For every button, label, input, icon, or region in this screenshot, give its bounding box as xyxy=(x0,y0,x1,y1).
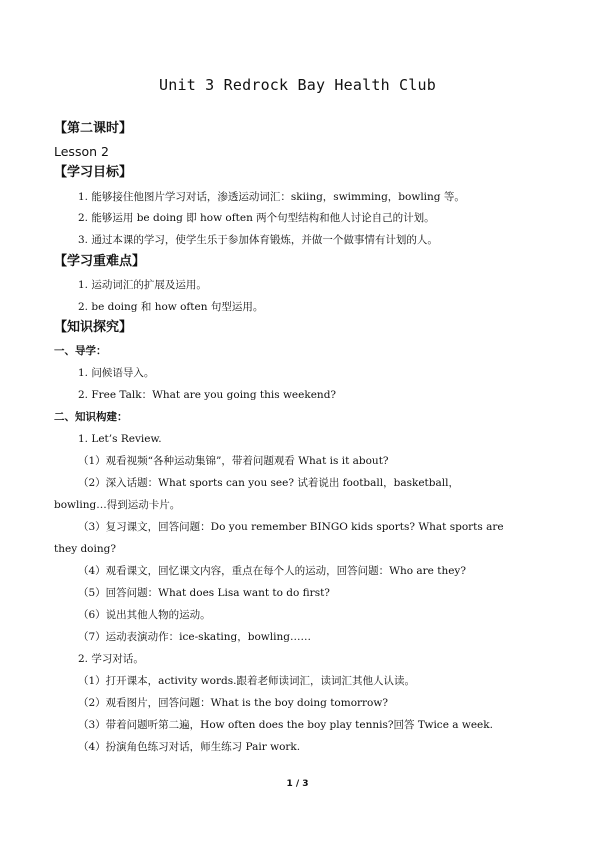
review-step-2-cont: bowling…得到运动卡片。 xyxy=(54,499,181,511)
dialogue-step-2: （2）观看图片，回答问题：What is the boy doing tomorrow? xyxy=(78,697,389,709)
part1-item-2: 2. Free Talk：What are you going this weekend? xyxy=(78,389,337,401)
review-step-5: （5）回答问题：What does Lisa want to do first? xyxy=(78,587,330,599)
review-step-1: （1）观看视频“各种运动集锦”，带着问题观看 What is it about? xyxy=(78,455,389,467)
review-step-4: （4）观看课文，回忆课文内容，重点在每个人的运动，回答问题：Who are they? xyxy=(78,565,466,577)
page-number: 1 / 3 xyxy=(286,779,309,789)
review-step-7: （7）运动表演动作：ice-skating，bowling…… xyxy=(78,631,311,643)
dialogue-step-1: （1）打开课本，activity words.跟着老师读词汇，读词汇其他人认读。 xyxy=(78,675,415,687)
document-title: Unit 3 Redrock Bay Health Club xyxy=(159,76,436,94)
part1-item-1: 1. 问候语导入。 xyxy=(78,367,155,379)
dialogue-label: 2. 学习对话。 xyxy=(78,653,144,665)
review-step-3-cont: they doing? xyxy=(54,543,116,555)
review-label: 1. Let’s Review. xyxy=(78,433,162,445)
review-step-2: （2）深入话题：What sports can you see? 试着说出 football，basketball， xyxy=(78,477,459,489)
goals-heading: 【学习目标】 xyxy=(54,165,133,180)
review-step-3: （3）复习课文，回答问题：Do you remember BINGO kids sports? What sports are xyxy=(78,521,504,533)
goal-item-3: 3. 通过本课的学习，使学生乐于参加体育锻炼，并做一个做事情有计划的人。 xyxy=(78,234,438,246)
explore-heading: 【知识探究】 xyxy=(54,320,133,335)
lesson-label: Lesson 2 xyxy=(54,144,109,159)
goal-item-2: 2. 能够运用 be doing 即 how often 两个句型结构和他人讨论自己的计划。 xyxy=(78,212,435,224)
session-heading: 【第二课时】 xyxy=(54,121,133,136)
dialogue-step-4: （4）扮演角色练习对话，师生练习 Pair work. xyxy=(78,741,301,753)
key-points-heading: 【学习重难点】 xyxy=(54,254,146,269)
part1-heading: 一、导学： xyxy=(54,345,107,357)
goal-item-1: 1. 能够接住他图片学习对话，渗透运动词汇：skiing，swimming，bowling 等。 xyxy=(78,191,465,203)
key-point-1: 1. 运动词汇的扩展及运用。 xyxy=(78,279,207,291)
key-point-2: 2. be doing 和 how often 句型运用。 xyxy=(78,301,264,313)
review-step-6: （6）说出其他人物的运动。 xyxy=(78,609,211,621)
dialogue-step-3: （3）带着问题听第二遍，How often does the boy play tennis?回答 Twice a week. xyxy=(78,719,493,731)
part2-heading: 二、知识构建： xyxy=(54,411,128,423)
